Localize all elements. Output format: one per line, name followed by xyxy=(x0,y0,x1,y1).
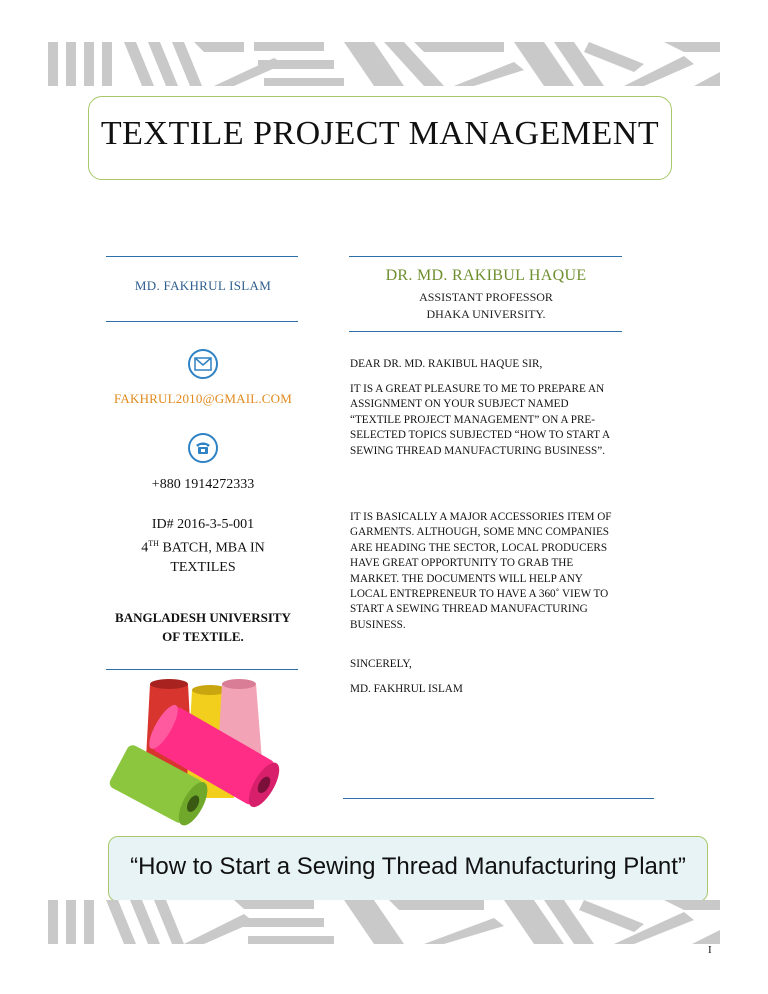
letter-paragraph-2: IT IS BASICALLY A MAJOR ACCESSORIES ITEM OF GARMENTS. ALTHOUGH, SOME MNC COMPANIES ARE HEADING THE SECTOR, LOCAL PRODUCERS HAVE GREAT OPPORTUNITY TO GRAB THE MARKET. THE DOCUMENTS WILL HELP ANY LOCAL ENTREPRENEUR TO HAVE A 360˚ VIEW TO START A SEWING THREAD MANUFACTURING BUSINESS. xyxy=(350,511,612,631)
university-line1: BANGLADESH UNIVERSITY xyxy=(115,610,291,625)
author-id-batch xyxy=(106,515,300,577)
author-batch-line2: TEXTILES xyxy=(170,559,236,575)
bottom-stripe-pattern xyxy=(44,900,720,944)
batch-ordinal: TH xyxy=(148,539,159,548)
left-divider-top xyxy=(106,256,298,257)
left-divider-end xyxy=(106,669,298,670)
recipient-details xyxy=(350,289,622,323)
author-name: MD. FAKHRUL ISLAM xyxy=(134,278,272,293)
batch-number: 4 xyxy=(141,540,149,556)
letter-salutation: DEAR DR. MD. RAKIBUL HAQUE SIR, xyxy=(350,358,543,370)
title-box xyxy=(88,96,672,180)
subtitle-quote-box xyxy=(108,836,708,902)
page-title: TEXTILE PROJECT MANAGEMENT xyxy=(100,115,660,152)
page-number: I xyxy=(708,944,712,956)
recipient-name: DR. MD. RAKIBUL HAQUE xyxy=(385,267,587,284)
right-divider-bottom xyxy=(349,331,622,332)
letter-closing: SINCERELY, xyxy=(350,658,412,670)
author-university xyxy=(106,608,300,646)
recipient-institution: DHAKA UNIVERSITY. xyxy=(426,307,546,321)
thread-spools-image xyxy=(106,676,286,826)
bottom-decorative-band xyxy=(44,900,720,944)
author-batch xyxy=(106,534,300,558)
cover-letter xyxy=(350,357,622,372)
letter-signature: MD. FAKHRUL ISLAM xyxy=(350,683,463,695)
right-divider-end xyxy=(343,798,654,799)
subtitle-quote: “How to Start a Sewing Thread Manufacturing Plant” xyxy=(130,853,686,880)
top-decorative-band xyxy=(44,42,720,86)
university-line2: OF TEXTILE. xyxy=(162,629,244,644)
envelope-icon xyxy=(188,349,218,379)
left-divider-bottom xyxy=(106,321,298,322)
top-stripe-pattern xyxy=(44,42,720,86)
author-email[interactable]: FAKHRUL2010@GMAIL.COM xyxy=(113,391,293,406)
author-id: ID# 2016-3-5-001 xyxy=(151,517,255,532)
recipient-position: ASSISTANT PROFESSOR xyxy=(419,290,553,304)
right-divider-top xyxy=(349,256,622,257)
telephone-icon xyxy=(188,433,218,463)
letter-paragraph-1: IT IS A GREAT PLEASURE TO ME TO PREPARE AN ASSIGNMENT ON YOUR SUBJECT NAMED “TEXTILE PROJECT MANAGEMENT” ON A PRE-SELECTED TOPICS SUBJECTED “HOW TO START A SEWING THREAD MANUFACTURING BUSINESS”. xyxy=(350,383,610,457)
author-phone: +880 1914272333 xyxy=(151,477,255,492)
batch-text: BATCH, MBA IN xyxy=(158,540,265,556)
